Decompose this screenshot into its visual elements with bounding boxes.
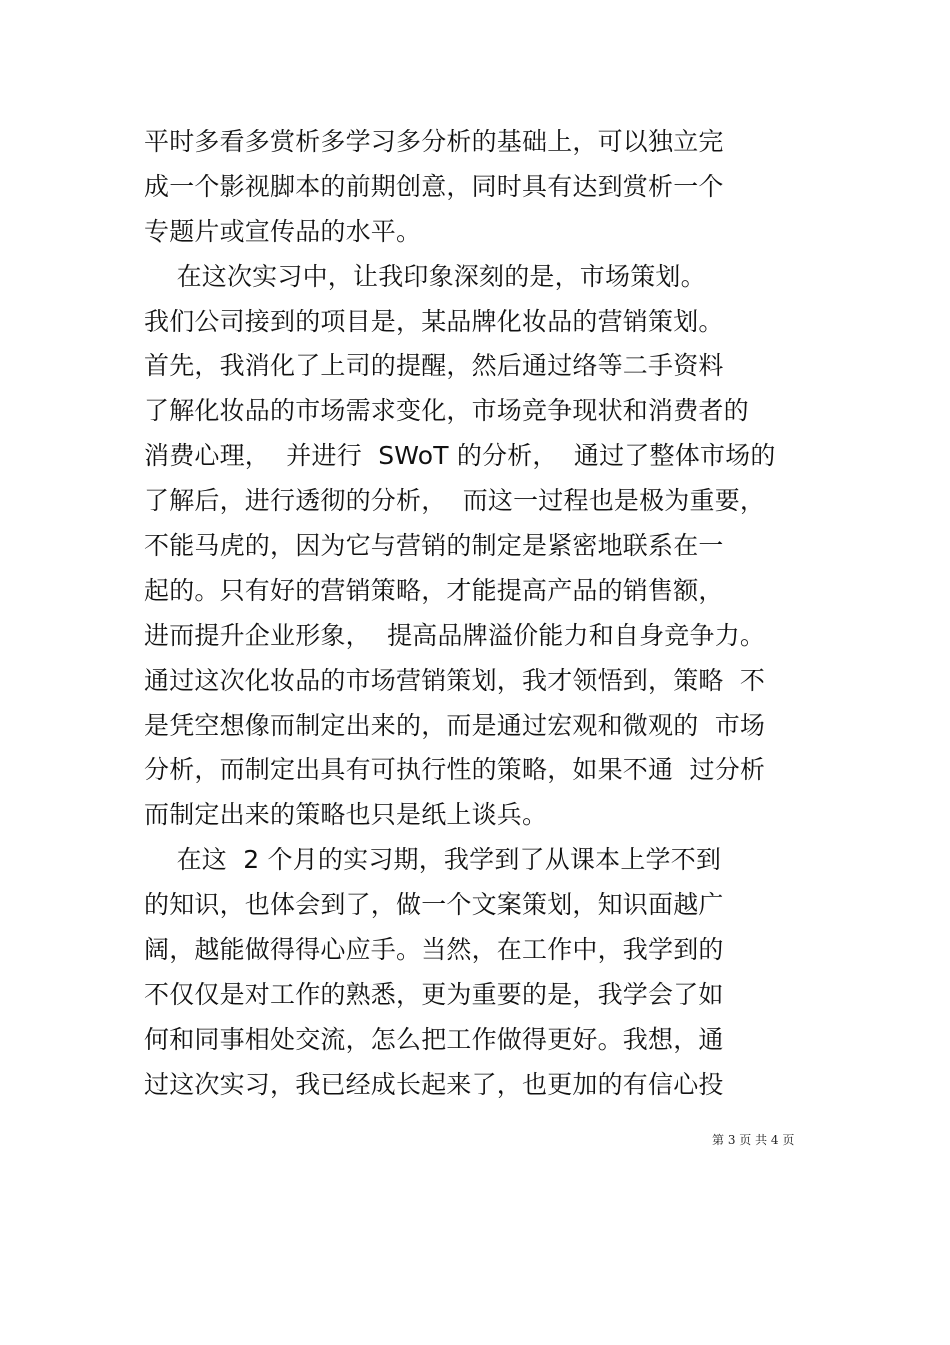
- text-line: 而制定出来的策略也只是纸上谈兵。: [144, 800, 548, 830]
- text-line: 了解化妆品的市场需求变化，市场竞争现状和消费者的: [144, 396, 749, 426]
- text-line: 分析，而制定出具有可执行性的策略，如果不通 过分析: [144, 755, 766, 785]
- text-line: 不仅仅是对工作的熟悉，更为重要的是，我学会了如: [144, 979, 724, 1009]
- text-line: 成一个影视脚本的前期创意，同时具有达到赏析一个: [144, 171, 724, 201]
- text-line: 是凭空想像而制定出来的，而是通过宏观和微观的 市场: [144, 710, 766, 740]
- text-line: 进而提升企业形象， 提高品牌溢价能力和自身竞争力。: [144, 620, 766, 650]
- text-line: 消费心理， 并进行 SWoT 的分析， 通过了整体市场的: [144, 441, 776, 471]
- page-number-footer: 第 3 页 共 4 页: [712, 1133, 795, 1147]
- text-line: 起的。只有好的营销策略，才能提高产品的销售额，: [144, 575, 724, 605]
- text-line: 阔，越能做得得心应手。当然，在工作中，我学到的: [144, 935, 724, 965]
- text-line: 的知识，也体会到了，做一个文案策划，知识面越广: [144, 890, 724, 920]
- text-line: 专题片或宣传品的水平。: [144, 216, 422, 246]
- text-line: 通过这次化妆品的市场营销策划，我才领悟到，策略 不: [144, 665, 766, 695]
- text-line: 我们公司接到的项目是，某品牌化妆品的营销策划。: [144, 306, 724, 336]
- text-line: 过这次实习，我已经成长起来了，也更加的有信心投: [144, 1069, 724, 1099]
- text-line: 在这 2 个月的实习期，我学到了从课本上学不到: [144, 845, 722, 875]
- text-line: 平时多看多赏析多学习多分析的基础上，可以独立完: [144, 127, 724, 156]
- text-line: 在这次实习中，让我印象深刻的是，市场策划。: [144, 261, 706, 291]
- text-line: 不能马虎的，因为它与营销的制定是紧密地联系在一: [144, 531, 724, 561]
- text-line: 了解后，进行透彻的分析， 而这一过程也是极为重要，: [144, 486, 766, 516]
- body-text: [144, 120, 794, 1108]
- text-line: 首先，我消化了上司的提醒，然后通过络等二手资料: [144, 351, 724, 381]
- text-line: 何和同事相处交流，怎么把工作做得更好。我想，通: [144, 1024, 724, 1054]
